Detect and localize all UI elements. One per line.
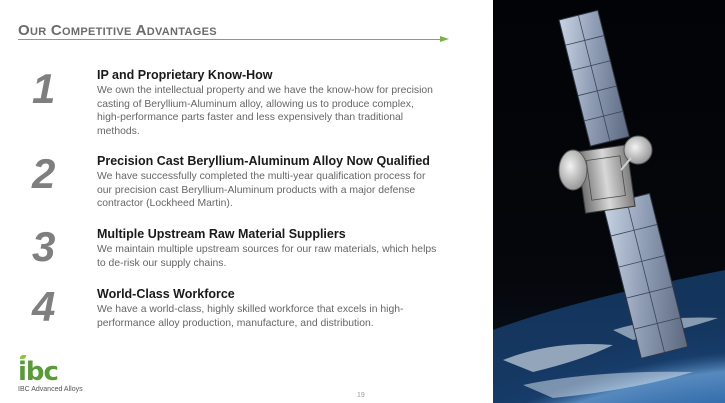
- advantage-number: 2: [32, 150, 56, 197]
- satellite-photo: [493, 0, 725, 403]
- advantage-heading: Multiple Upstream Raw Material Suppliers: [97, 227, 346, 241]
- title-arrow-icon: [440, 36, 449, 42]
- slide-title: Our Competitive Advantages: [18, 22, 217, 39]
- advantage-heading: World-Class Workforce: [97, 287, 235, 301]
- advantage-number: 1: [32, 65, 56, 112]
- advantage-number: 4: [32, 283, 56, 330]
- satellite-image: [493, 0, 725, 403]
- page-number: 19: [357, 392, 365, 399]
- advantage-heading: IP and Proprietary Know-How: [97, 68, 273, 82]
- logo-mark: [18, 355, 68, 385]
- title-underline: [18, 39, 444, 40]
- logo-caption: IBC Advanced Alloys: [18, 386, 83, 393]
- advantage-body: We have successfully completed the multi-year qualification process for our precision cast Beryllium-Aluminum products with a major defense contractor (Lockheed Martin).: [97, 171, 426, 210]
- advantage-heading: Precision Cast Beryllium-Aluminum Alloy Now Qualified: [97, 154, 430, 168]
- advantage-body: We maintain multiple upstream sources for our raw materials, which helps to de-risk our supply chains.: [97, 244, 437, 269]
- advantage-body: We have a world-class, highly skilled workforce that excels in high-performance alloy production, manufacture, and distribution.: [97, 304, 404, 329]
- company-logo: [18, 355, 83, 393]
- advantage-number: 3: [32, 223, 56, 270]
- logo-wordmark: ibc: [18, 357, 58, 387]
- advantage-body: We own the intellectual property and we have the know-how for precision casting of Beryllium-Aluminum alloy, allowing us to produce complex, high-performance parts faster and less expensively than traditional methods.: [97, 85, 433, 137]
